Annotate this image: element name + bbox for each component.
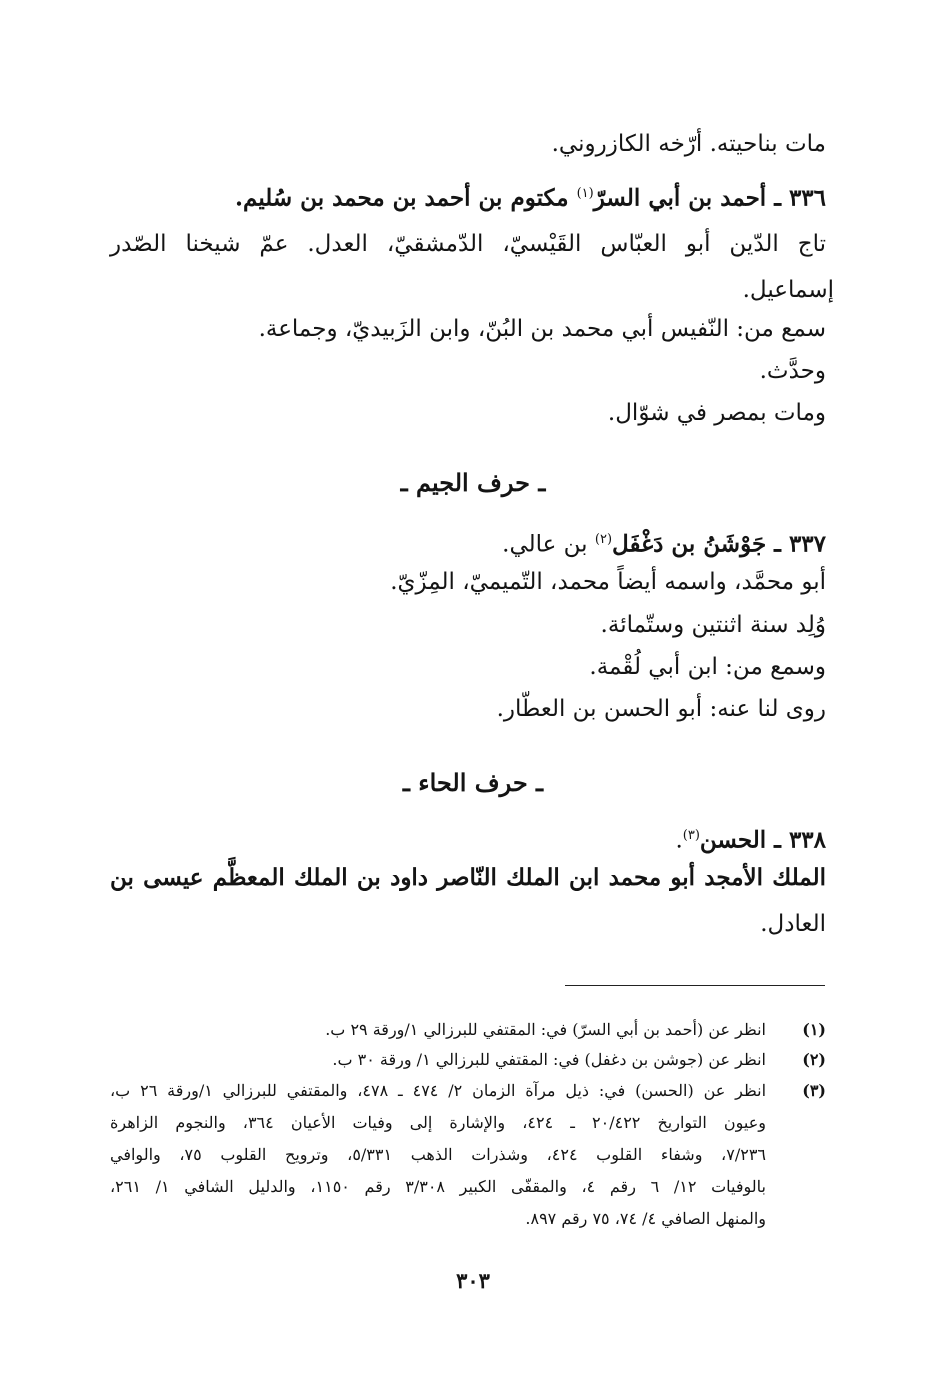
text-line: وُلِد سنة اثنتين وستّمائة. bbox=[600, 612, 826, 638]
entry-337-name: ٣٣٧ ـ جَوْشَنُ بن دَغْفَل bbox=[612, 530, 826, 558]
footnote-3-line: وعيون التواريخ ٢٠/٤٢٢ ـ ٤٢٤، والإشارة إلى وفيات الأعيان ٣٦٤، والنجوم الزاهرة bbox=[110, 1113, 767, 1132]
footnote-number-1: (١) bbox=[802, 1020, 826, 1039]
text-line: وحدَّث. bbox=[759, 358, 826, 384]
text-line: أبو محمَّد، واسمه أيضاً محمد، التّميميّ، المِزّيّ. bbox=[390, 569, 826, 595]
text-line: روى لنا عنه: أبو الحسن بن العطّار. bbox=[496, 696, 826, 722]
footnote-ref-2: (٢) bbox=[594, 532, 613, 547]
section-heading-jim: ـ حرف الجيم ـ bbox=[400, 468, 546, 497]
page-number: ٣٠٣ bbox=[456, 1268, 490, 1293]
text-line: إسماعيل. bbox=[742, 277, 834, 303]
text-line: تاج الدّين أبو العبّاس القَيْسيّ، الدّمشقيّ، العدل. عمّ شيخنا الصّدر bbox=[110, 231, 826, 257]
entry-336-title bbox=[235, 178, 826, 215]
entry-336-lineage: مكتوم بن أحمد بن محمد بن سُليم. bbox=[235, 184, 577, 212]
entry-338-name: ٣٣٨ ـ الحسن bbox=[699, 826, 826, 854]
text-line: سمع من: النّفيس أبي محمد بن البُنّ، وابن الزَبيديّ، وجماعة. bbox=[258, 316, 826, 342]
footnote-3-line: ٧/٢٣٦، وشفاء القلوب ٤٢٤، وشذرات الذهب ٥/٣٣١، وترويح القلوب ٧٥، والوافي bbox=[110, 1145, 766, 1164]
entry-337-title bbox=[502, 524, 826, 561]
text-line: وسمع من: ابن أبي لُقْمة. bbox=[589, 654, 826, 680]
footnote-separator bbox=[565, 985, 825, 986]
footnote-number-2: (٢) bbox=[802, 1050, 826, 1069]
footnote-2: انظر عن (جوشن بن دغفل) في: المقتفي للبرزالي ١/ ورقة ٣٠ ب. bbox=[332, 1050, 766, 1069]
footnote-3-line: انظر عن (الحسن) في: ذيل مرآة الزمان ٢/ ٤٧٤ ـ ٤٧٨، والمقتفي للبرزالي ١/ورقة ٢٦ ب، bbox=[110, 1081, 767, 1100]
text-line: العادل. bbox=[760, 911, 826, 937]
footnote-ref-3: (٣) bbox=[682, 828, 700, 843]
footnote-3-line: والمنهل الصافي ٤/ ٧٤، ٧٥ رقم ٨٩٧. bbox=[525, 1209, 766, 1228]
text-line: مات بناحيته. أرّخه الكازروني. bbox=[551, 131, 826, 157]
entry-336-name: ٣٣٦ ـ أحمد بن أبي السرّ bbox=[593, 184, 826, 212]
entry-337-lineage: بن عالي. bbox=[502, 531, 595, 558]
entry-338-end: . bbox=[675, 827, 683, 854]
footnote-3-line: بالوفيات ١٢/ ٦ رقم ٤، والمقفّى الكبير ٣/٣٠٨ رقم ١١٥٠، والدليل الشافي ١/ ٢٦١، bbox=[110, 1177, 766, 1196]
text-line: ومات بمصر في شوّال. bbox=[607, 400, 826, 426]
footnote-ref-1: (١) bbox=[576, 186, 594, 201]
footnote-1: انظر عن (أحمد بن أبي السرّ) في: المقتفي للبرزالي ١/ورقة ٢٩ ب. bbox=[325, 1020, 766, 1039]
section-heading-ha: ـ حرف الحاء ـ bbox=[402, 768, 544, 797]
footnote-number-3: (٣) bbox=[802, 1081, 826, 1100]
entry-338-title bbox=[675, 820, 826, 857]
text-line: الملك الأمجد أبو محمد ابن الملك النّاصر داود بن الملك المعظَّم عيسى بن bbox=[110, 864, 826, 891]
